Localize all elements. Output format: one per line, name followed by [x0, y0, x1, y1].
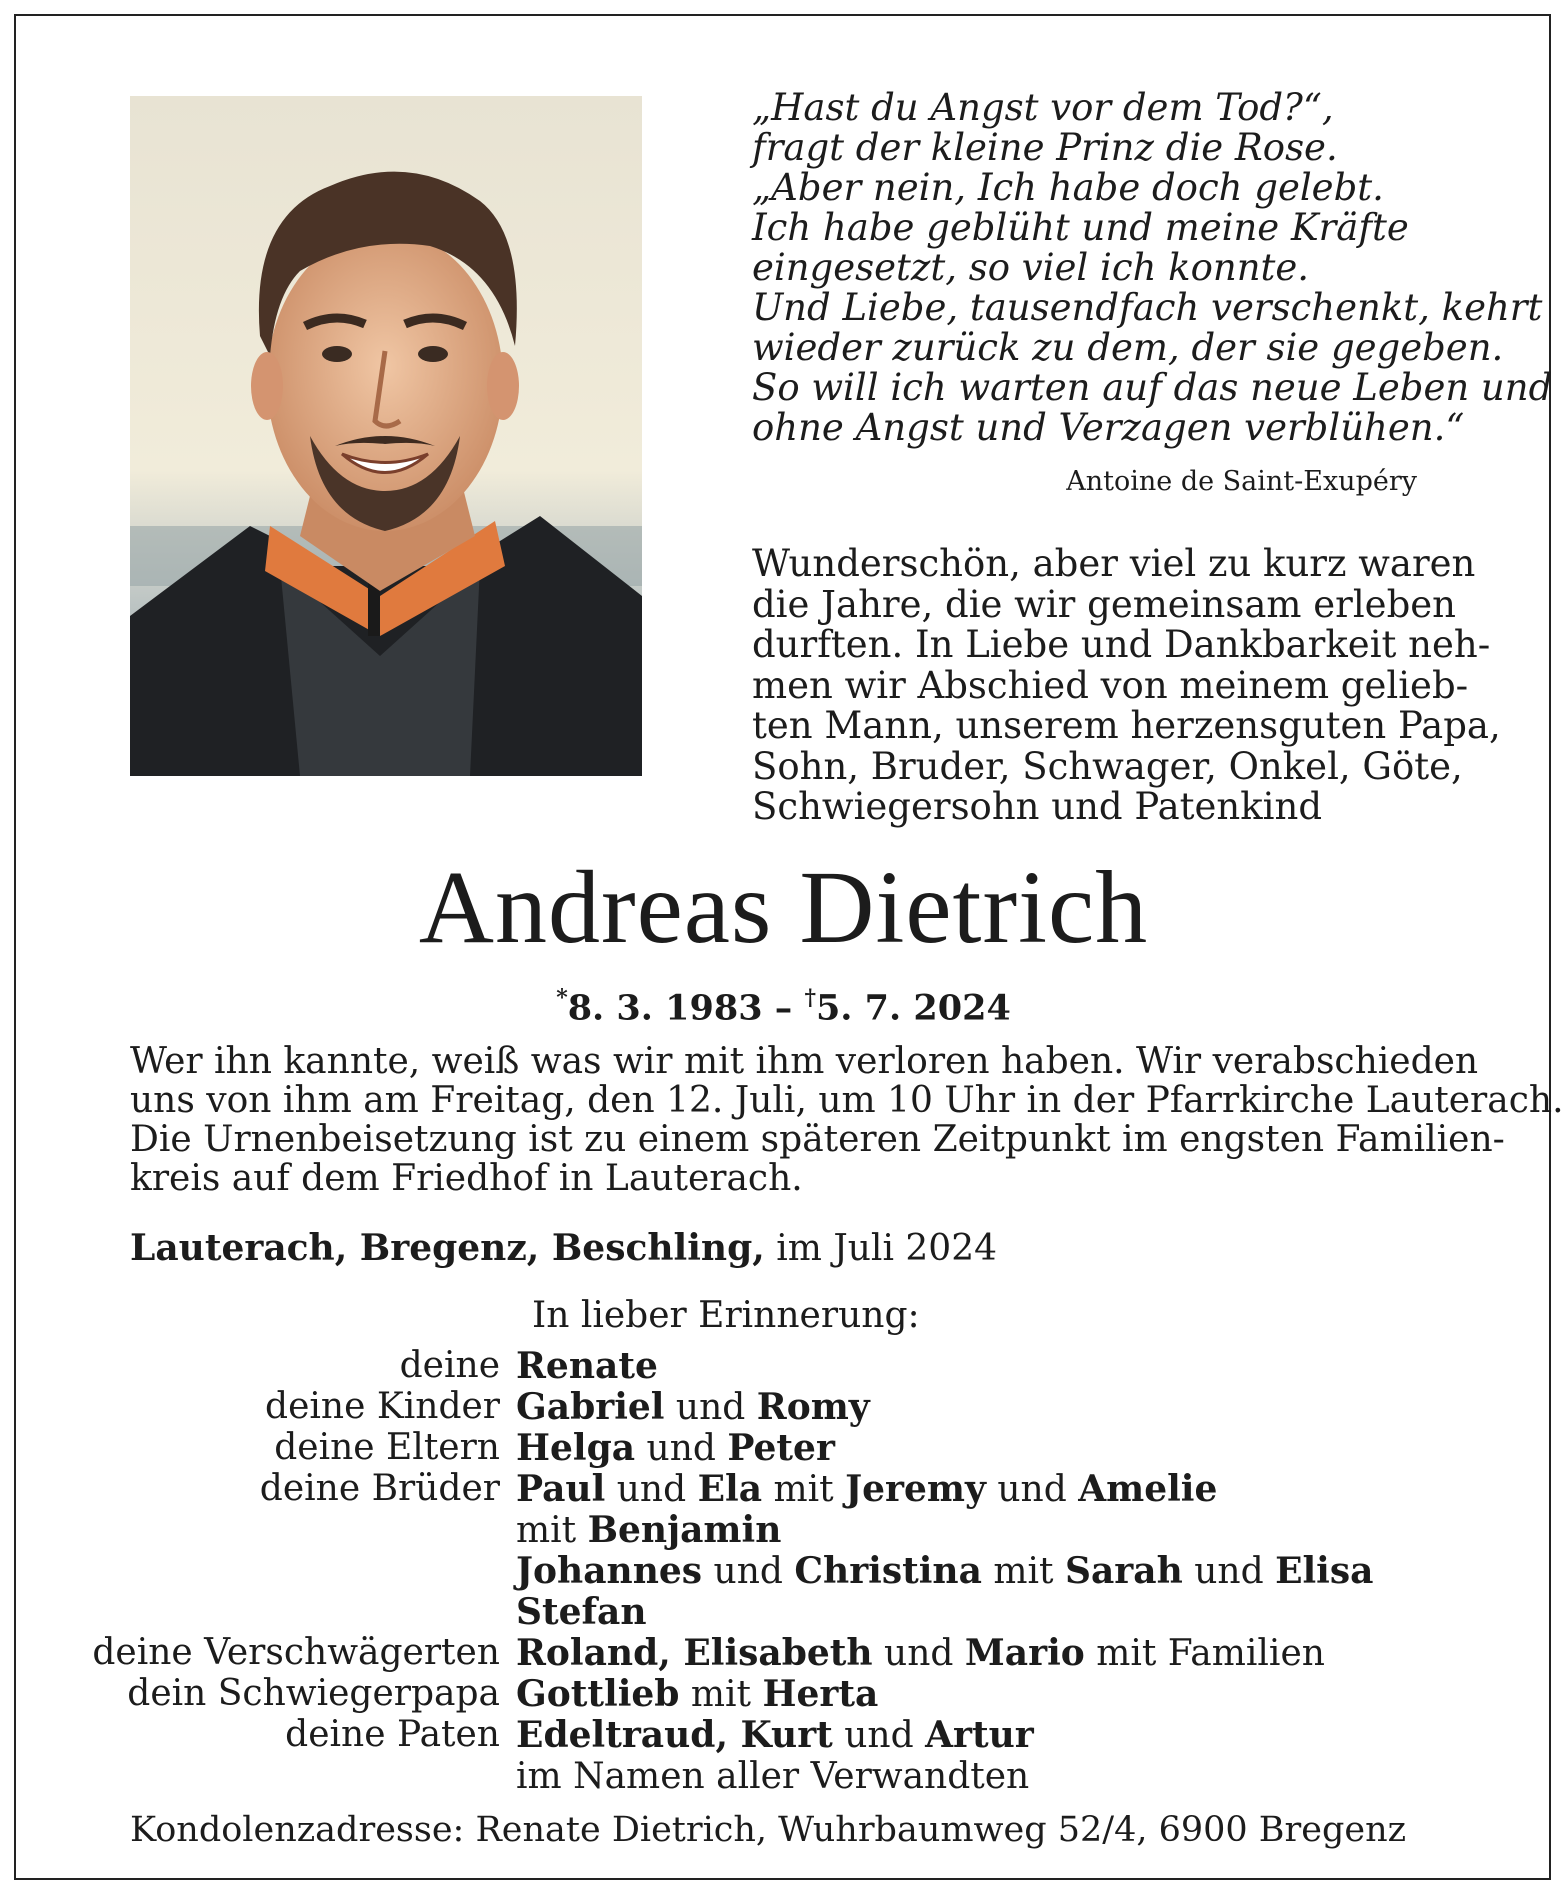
date-separator: –	[762, 987, 805, 1029]
relation-label: deine Brüder	[259, 1468, 500, 1509]
intro-line: durften. In Liebe und Dankbarkeit neh-	[752, 623, 1491, 666]
family-row	[0, 1346, 1567, 1387]
relation-label: deine	[399, 1345, 500, 1386]
announcement-line: kreis auf dem Friedhof in Lauterach.	[130, 1158, 803, 1199]
family-row	[0, 1551, 1567, 1592]
quote-author: Antoine de Saint-Exupéry	[1066, 466, 1417, 497]
intro-line: Wunderschön, aber viel zu kurz waren	[752, 542, 1476, 585]
connector: und	[605, 1469, 698, 1510]
relation-label	[0, 1756, 516, 1797]
relation-label	[0, 1510, 516, 1551]
family-name: Sarah	[1064, 1550, 1183, 1592]
family-name: Benjamin	[587, 1509, 782, 1551]
family-row	[0, 1633, 1567, 1674]
connector: mit	[981, 1551, 1065, 1592]
connector: und	[664, 1387, 757, 1428]
quote-line: fragt der kleine Prinz die Rose.	[752, 126, 1338, 169]
family-name: Artur	[925, 1714, 1034, 1756]
intro-line: Schwiegersohn und Patenkind	[752, 785, 1323, 828]
relation-label: deine Kinder	[265, 1386, 500, 1427]
connector: mit	[516, 1510, 588, 1551]
quote-line: Und Liebe, tausendfach verschenkt, kehrt	[752, 286, 1543, 329]
family-name: Christina	[794, 1550, 982, 1592]
relation-label: dein Schwiegerpapa	[127, 1673, 500, 1714]
family-name: Helga	[516, 1427, 636, 1469]
quote-line: „Aber nein, Ich habe doch gelebt.	[752, 166, 1384, 209]
connector: mit Familien	[1084, 1633, 1325, 1674]
quote-line: Ich habe geblüht und meine Kräfte	[752, 206, 1409, 249]
family-list	[0, 1346, 1567, 1797]
deceased-name: Andreas Dietrich	[418, 850, 1149, 965]
family-name: Paul	[516, 1468, 606, 1510]
family-name: Mario	[964, 1632, 1085, 1674]
quote-line: So will ich warten auf das neue Leben und	[752, 366, 1553, 409]
family-name: Peter	[727, 1427, 835, 1469]
relation-label: deine Eltern	[274, 1427, 500, 1468]
family-row	[0, 1469, 1567, 1510]
intro-line: Sohn, Bruder, Schwager, Onkel, Göte,	[752, 744, 1463, 788]
family-name: Roland, Elisabeth	[516, 1632, 873, 1674]
connector: und	[832, 1715, 926, 1756]
relation-label	[0, 1551, 516, 1592]
family-name: Elisa	[1275, 1550, 1374, 1592]
announcement-line: Die Urnenbeisetzung ist zu einem späteren Zeitpunkt im engsten Familien-	[130, 1119, 1505, 1160]
family-name: Renate	[516, 1345, 658, 1387]
family-row	[0, 1387, 1567, 1428]
birth-date: 8. 3. 1983	[567, 987, 763, 1029]
relation-label: deine Verschwägerten	[92, 1632, 500, 1673]
quote-line: eingesetzt, so viel ich konnte.	[752, 246, 1310, 289]
connector: und	[985, 1469, 1079, 1510]
connector: und	[635, 1428, 728, 1469]
place-names: Lauterach, Bregenz, Beschling,	[130, 1227, 765, 1269]
intro-line: die Jahre, die wir gemeinsam erleben	[752, 582, 1456, 626]
family-row	[0, 1510, 1567, 1551]
relation-label	[0, 1592, 516, 1633]
place-date	[130, 1226, 997, 1271]
memory-heading: In lieber Erinnerung:	[532, 1295, 920, 1336]
announcement-line: uns von ihm am Freitag, den 12. Juli, um 10 Uhr in der Pfarrkirche Lauterach.	[130, 1080, 1564, 1121]
connector: mit	[762, 1469, 846, 1510]
intro-line: men wir Abschied von meinem gelieb-	[752, 663, 1469, 707]
connector: mit	[679, 1674, 763, 1715]
family-row	[0, 1756, 1567, 1797]
portrait-photo	[130, 96, 642, 776]
quote-line: „Hast du Angst vor dem Tod?“,	[752, 86, 1334, 129]
family-name: Gabriel	[516, 1386, 665, 1428]
quote-line: wieder zurück zu dem, der sie gegeben.	[752, 326, 1504, 369]
death-symbol: †	[804, 985, 816, 1011]
relation-label: deine Paten	[285, 1714, 500, 1755]
family-name: Ela	[697, 1468, 763, 1510]
connector: und	[872, 1633, 965, 1674]
family-name: Edeltraud, Kurt	[516, 1714, 833, 1756]
connector: und	[702, 1551, 795, 1592]
intro-paragraph	[752, 542, 1501, 828]
birth-symbol: *	[556, 985, 568, 1011]
family-row	[0, 1428, 1567, 1469]
family-row	[0, 1715, 1567, 1756]
family-row	[0, 1592, 1567, 1633]
quote-block	[752, 86, 1553, 449]
family-name: Romy	[756, 1386, 870, 1428]
death-date: 5. 7. 2024	[815, 987, 1011, 1029]
family-name: Herta	[762, 1673, 879, 1715]
quote-line: ohne Angst und Verzagen verblühen.“	[752, 406, 1465, 449]
family-name: Amelie	[1078, 1468, 1218, 1510]
connector: im Namen aller Verwandten	[516, 1756, 1030, 1797]
announcement-text	[130, 1041, 1564, 1199]
condolence-address: Kondolenzadresse: Renate Dietrich, Wuhrbaumweg 52/4, 6900 Bregenz	[130, 1810, 1407, 1850]
family-name: Jeremy	[845, 1468, 986, 1510]
family-row	[0, 1674, 1567, 1715]
announcement-line: Wer ihn kannte, weiß was wir mit ihm verloren haben. Wir verabschieden	[130, 1041, 1479, 1082]
connector: und	[1182, 1551, 1276, 1592]
intro-line: ten Mann, unserem herzensguten Papa,	[752, 704, 1501, 747]
life-dates	[0, 978, 1567, 1031]
family-name: Johannes	[516, 1550, 703, 1592]
month-year: im Juli 2024	[764, 1228, 998, 1269]
family-name: Gottlieb	[516, 1673, 680, 1715]
family-name: Stefan	[516, 1591, 647, 1633]
